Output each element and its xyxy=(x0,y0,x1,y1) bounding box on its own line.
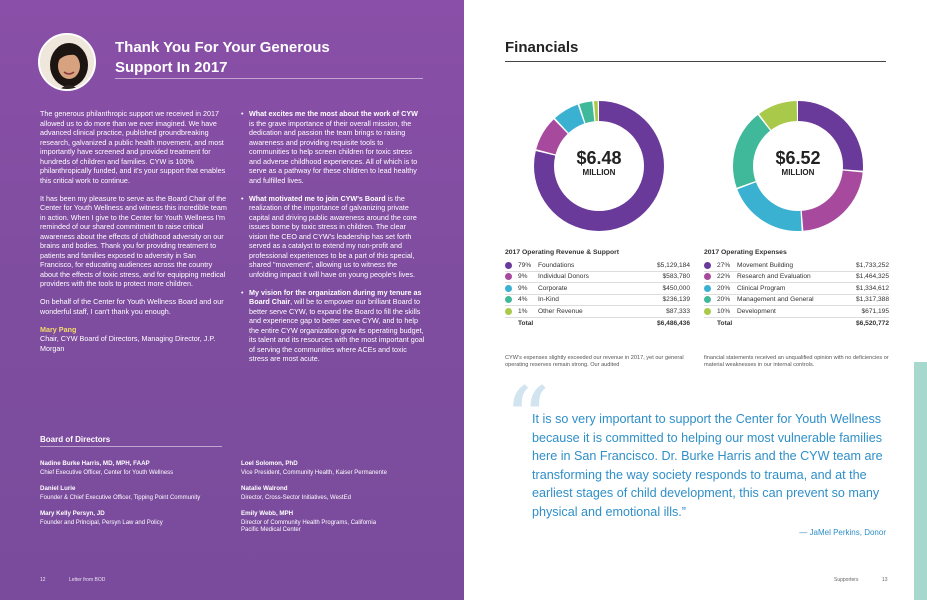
total-amount: $6,486,436 xyxy=(656,320,690,327)
total-amount: $6,520,772 xyxy=(855,320,889,327)
donut-center-label xyxy=(533,148,665,177)
pull-quote: It is so very important to support the Center for Youth Wellness because it is committed to helping our most vulnerable families here in San Francisco. Dr. Burke Harris and the CYW team are transforming the way society responds to trauma, and at the earliest stages of child development, this can prevent so many physical and emotional ills.” xyxy=(532,412,883,519)
revenue-total-amount: $6.48 xyxy=(576,148,622,168)
table-title: 2017 Operating Expenses xyxy=(704,249,787,256)
board-member xyxy=(241,485,391,502)
row-percent: 9% xyxy=(518,273,528,281)
board-member-name: Nadine Burke Harris, MD, MPH, FAAP xyxy=(40,460,150,467)
legend-dot-icon xyxy=(505,273,512,280)
board-member-name: Mary Kelly Persyn, JD xyxy=(40,510,105,517)
amount-unit: MILLION xyxy=(582,168,616,177)
row-label: Management and General xyxy=(737,296,814,304)
board-member-name: Loel Solomon, PhD xyxy=(241,460,298,467)
letter-paragraph: The generous philanthropic support we received in 2017 allowed us to do more than we ever imagined. We have advanced clinical practice, published groundbreaking research, galvanized a public health movement, and most importantly have screened and provided treatment for hundreds of children and families. CYW is 100% philanthropically funded, and it's your support that enables this critical work to continue. xyxy=(40,109,226,185)
page-title: Thank You For Your Generous Support In 2017 xyxy=(115,39,330,76)
board-member xyxy=(40,485,230,502)
row-label: Foundations xyxy=(538,261,575,269)
page-number: 13 xyxy=(882,577,888,583)
board-member xyxy=(241,510,391,535)
row-label: Other Revenue xyxy=(538,307,583,315)
legend-dot-icon xyxy=(704,296,711,303)
portrait-image xyxy=(40,35,96,91)
board-column-2 xyxy=(241,460,391,543)
row-label: Development xyxy=(737,307,776,315)
page-number: 12 xyxy=(40,577,46,583)
right-page xyxy=(464,0,927,600)
row-amount: $1,317,388 xyxy=(855,296,889,304)
bullet-item xyxy=(241,288,425,364)
page-footer xyxy=(40,577,127,583)
board-member-role: Director of Community Health Programs, California Pacific Medical Center xyxy=(241,519,377,533)
expense-table xyxy=(704,249,889,330)
divider xyxy=(505,61,886,62)
row-amount: $5,129,184 xyxy=(656,261,690,269)
row-percent: 79% xyxy=(518,261,532,269)
board-member-name: Emily Webb, MPH xyxy=(241,510,294,517)
donut-center-label xyxy=(732,148,864,177)
expense-total-amount: $6.52 xyxy=(775,148,821,168)
table-row xyxy=(505,272,690,284)
board-member xyxy=(241,460,391,477)
table-title: 2017 Operating Revenue & Support xyxy=(505,249,620,256)
divider xyxy=(40,446,222,447)
bullet-text: , will be to empower our brilliant Board to better serve CYW, to expand the Board to fill the skills and experience gap to better serve CYW, and to help the entire CYW organization grow its operating budget, its talent and its resources with the most important goal of serving the communities where ACEs and toxic stress are most acute. xyxy=(249,297,425,363)
table-row xyxy=(704,260,889,272)
board-member-role: Founder and Principal, Persyn Law and Policy xyxy=(40,519,163,526)
avatar xyxy=(38,33,96,91)
board-member-name: Natalie Walrond xyxy=(241,485,288,492)
footer-label: Supporters xyxy=(834,577,859,583)
board-member-role: Founder & Chief Executive Officer, Tipping Point Community xyxy=(40,494,201,501)
table-row xyxy=(704,295,889,307)
total-row xyxy=(704,318,889,330)
total-label: Total xyxy=(518,320,534,327)
quote-mark-icon: “ xyxy=(504,368,551,473)
legend-dot-icon xyxy=(505,285,512,292)
signer-title: Chair, CYW Board of Directors, Managing Director, J.P. Morgan xyxy=(40,334,216,353)
row-label: Individual Donors xyxy=(538,273,589,281)
board-member xyxy=(40,510,230,527)
table-row xyxy=(505,260,690,272)
table-body xyxy=(704,260,889,318)
row-percent: 27% xyxy=(717,261,731,269)
row-amount: $450,000 xyxy=(662,284,690,292)
row-label: In-Kind xyxy=(538,296,559,304)
table-row xyxy=(704,306,889,318)
financial-note: financial statements received an unqualified opinion with no deficiencies or material weaknesses in our internal controls. xyxy=(704,355,889,368)
legend-dot-icon xyxy=(704,273,711,280)
row-percent: 10% xyxy=(717,307,731,315)
row-amount: $1,334,612 xyxy=(855,284,889,292)
row-label: Corporate xyxy=(538,284,568,292)
table-body xyxy=(505,260,690,318)
bullet-lead: What excites me the most about the work of CYW xyxy=(249,109,418,118)
row-amount: $671,195 xyxy=(861,307,889,315)
bullet-text: is the grave importance of their overall mission, the dedication and passion the team brings to raising awareness and providing requisite tools to communities to help screen children for toxic stress and adverse childhood experiences. All of which is to serve as a pathway for these children to lead healthy and fulfilled lives. xyxy=(249,118,418,185)
financial-note: CYW's expenses slightly exceeded our revenue in 2017, yet our general operating reserves remain strong. Our audited xyxy=(505,355,684,368)
row-label: Clinical Program xyxy=(737,284,786,292)
bullet-item xyxy=(241,194,425,280)
letter-paragraph: It has been my pleasure to serve as the Board Chair of the Center for Youth Wellness and witness this incredible team in action. When I give to the Center for Youth Wellness I'm reminded of our shared commitment to raise critical awareness about the effects of childhood adversity on our brains and bodies. Thank you for providing treatment to patients and families exposed to adversity in San Francisco, for educating audiences across the country about the effects of toxic stress, and for equipping medical providers with the tools to protect more children. xyxy=(40,193,227,288)
row-percent: 1% xyxy=(518,307,528,315)
accent-bar xyxy=(914,362,927,600)
board-member-role: Chief Executive Officer, Center for Youth Wellness xyxy=(40,469,174,476)
legend-dot-icon xyxy=(704,285,711,292)
letter-column-2 xyxy=(241,109,425,372)
board-column-1 xyxy=(40,460,230,535)
table-row xyxy=(704,283,889,295)
row-amount: $1,733,252 xyxy=(855,261,889,269)
bullet-text: is the realization of the importance of galvanizing private capital and driving public awareness around the core issues borne by toxic stress in children. The clear vision the CEO and CYW's leadership has set forth served as a catalyst to extend my non-profit and professional experiences to be a part of this special, shared "movement", allowing us to witness the unfolding impact it will have on young people's lives. xyxy=(249,193,417,279)
table-row xyxy=(704,272,889,284)
table-row xyxy=(505,283,690,295)
row-percent: 20% xyxy=(717,284,731,292)
board-title: Board of Directors xyxy=(40,435,111,444)
row-amount: $1,464,325 xyxy=(855,273,889,281)
row-amount: $583,780 xyxy=(662,273,690,281)
letter-column-1 xyxy=(40,109,230,353)
board-member-role: Vice President, Community Health, Kaiser Permanente xyxy=(241,469,387,476)
board-member xyxy=(40,460,230,477)
legend-dot-icon xyxy=(704,308,711,315)
bullet-lead: What motivated me to join CYW's Board xyxy=(249,193,386,203)
section-title: Financials xyxy=(505,39,579,56)
board-member-role: Director, Cross-Sector Initiatives, WestEd xyxy=(241,494,351,501)
board-member-name: Daniel Lurie xyxy=(40,485,76,492)
signer-name: Mary Pang xyxy=(40,324,77,334)
table-row xyxy=(505,306,690,318)
legend-dot-icon xyxy=(704,262,711,269)
total-label: Total xyxy=(717,320,733,327)
table-row xyxy=(505,295,690,307)
row-amount: $236,139 xyxy=(662,296,690,304)
amount-unit: MILLION xyxy=(781,168,815,177)
divider xyxy=(115,78,423,79)
revenue-table xyxy=(505,249,690,330)
revenue-donut-chart xyxy=(533,100,665,232)
quote-author: — JaMel Perkins, Donor xyxy=(799,528,886,537)
expense-donut-chart xyxy=(732,100,864,232)
row-label: Movement Building xyxy=(737,261,794,269)
row-amount: $87,333 xyxy=(666,307,690,315)
legend-dot-icon xyxy=(505,262,512,269)
total-row xyxy=(505,318,690,330)
letter-paragraph: On behalf of the Center for Youth Wellness Board and our wonderful staff, I can't thank you enough. xyxy=(40,297,224,316)
footer-label: Letter from BOD xyxy=(68,577,106,583)
row-percent: 20% xyxy=(717,296,731,304)
bullet-item xyxy=(241,109,425,185)
legend-dot-icon xyxy=(505,296,512,303)
bullet-lead: My vision for the organization during my tenure as Board Chair xyxy=(249,287,422,306)
row-percent: 9% xyxy=(518,284,528,292)
row-label: Research and Evaluation xyxy=(737,273,811,281)
row-percent: 22% xyxy=(717,273,731,281)
row-percent: 4% xyxy=(518,296,528,304)
legend-dot-icon xyxy=(505,308,512,315)
